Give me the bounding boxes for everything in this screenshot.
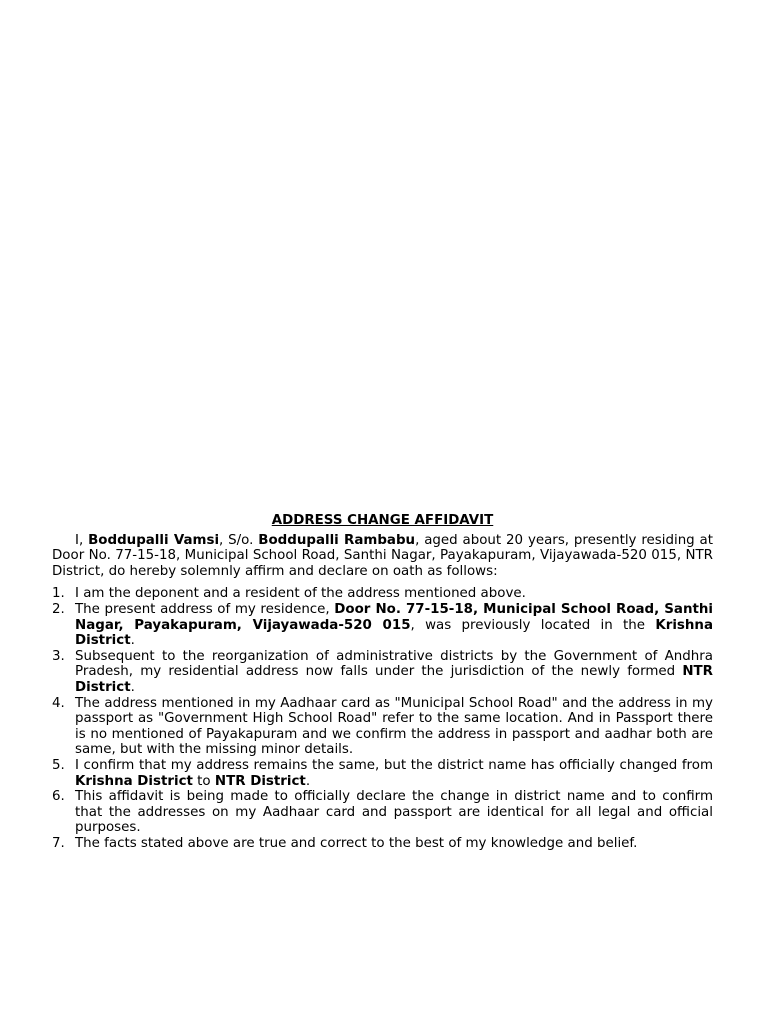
item-text: The facts stated above are true and correct to the best of my knowledge and belief. bbox=[75, 835, 638, 851]
intro-paragraph bbox=[52, 533, 713, 580]
item-text: . bbox=[130, 633, 135, 649]
item-text: I am the deponent and a resident of the address mentioned above. bbox=[75, 586, 526, 602]
item-bold-text: Krishna District bbox=[75, 617, 713, 649]
list-item bbox=[52, 649, 713, 696]
item-number: 2. bbox=[52, 601, 65, 617]
item-number: 5. bbox=[52, 757, 65, 773]
item-text: The address mentioned in my Aadhaar card as "Municipal School Road" and the address in my passport as "Government High School Road" refer to the same location. And in Passport there is no mentioned of Payakapuram and we confirm the address in passport and aadhar both are same, but with the missing minor details. bbox=[75, 695, 713, 758]
item-bold-text: NTR District bbox=[214, 773, 306, 789]
father-name: Boddupalli Rambabu bbox=[258, 532, 416, 548]
list-item bbox=[52, 836, 713, 852]
item-text: This affidavit is being made to officially declare the change in district name and to confirm that the addresses on my Aadhaar card and passport are identical for all legal and official purposes. bbox=[75, 789, 713, 836]
item-text: . bbox=[305, 773, 311, 789]
declaration-list bbox=[52, 586, 713, 851]
intro-text: I, bbox=[75, 532, 89, 548]
document-title: ADDRESS CHANGE AFFIDAVIT bbox=[271, 513, 494, 528]
item-number: 7. bbox=[52, 835, 65, 851]
item-bold-text: Krishna District bbox=[75, 773, 193, 789]
list-item bbox=[52, 758, 713, 789]
intro-text: , S/o. bbox=[219, 532, 259, 548]
item-text: Subsequent to the reorganization of administrative districts by the Government of Andhra Pradesh, my residential address now falls under the jurisdiction of the newly formed bbox=[75, 648, 713, 680]
item-text: . bbox=[130, 679, 135, 695]
item-text: I confirm that my address remains the same, but the district name has officially changed from bbox=[75, 757, 713, 773]
item-number: 6. bbox=[52, 789, 65, 805]
list-item bbox=[52, 602, 713, 649]
item-text: to bbox=[192, 773, 215, 789]
item-number: 1. bbox=[52, 586, 65, 602]
deponent-name: Boddupalli Vamsi bbox=[88, 532, 220, 548]
item-number: 3. bbox=[52, 648, 65, 664]
affidavit-body bbox=[52, 513, 713, 851]
list-item bbox=[52, 789, 713, 836]
item-text: The present address of my residence, bbox=[75, 601, 335, 617]
list-item bbox=[52, 696, 713, 758]
list-item bbox=[52, 586, 713, 602]
item-text: , was previously located in the bbox=[410, 617, 656, 633]
intro-text: , aged about 20 years, presently residing at Door No. 77-15-18, Municipal School Road, Santhi Nagar, Payakapuram, Vijayawada-520 015, NTR District, do hereby solemnly affirm and declare on oath as follows: bbox=[52, 532, 714, 579]
item-bold-text: Door No. 77-15-18, Municipal School Road, Santhi Nagar, Payakapuram, Vijayawada-520 015 bbox=[75, 601, 713, 633]
item-number: 4. bbox=[52, 695, 65, 711]
item-bold-text: NTR District bbox=[75, 664, 713, 695]
